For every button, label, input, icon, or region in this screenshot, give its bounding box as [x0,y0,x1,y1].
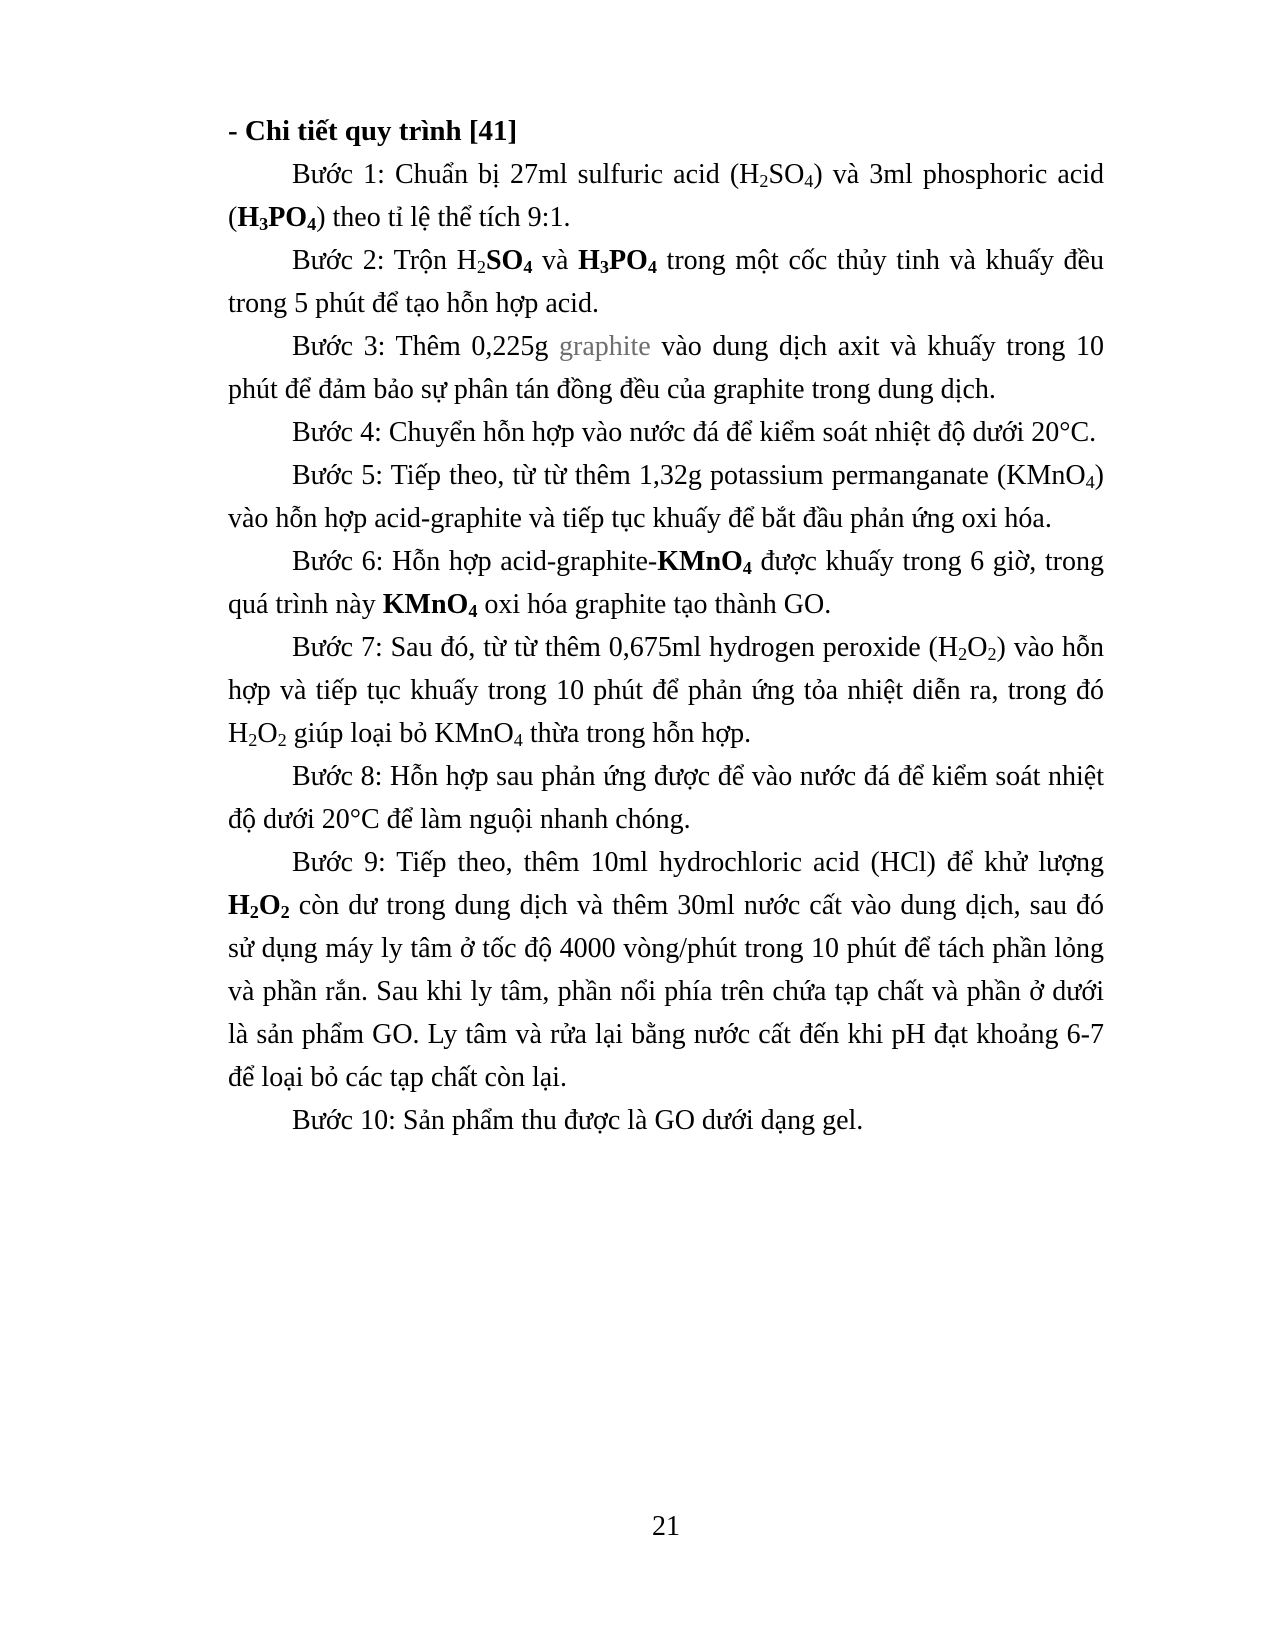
text-segment: oxi hóa graphite tạo thành GO. [477,589,832,620]
paragraph-step-7 [228,626,1104,755]
paragraph-step-3 [228,325,1104,411]
text-segment: KMnO [382,589,469,620]
text-segment: trong một cốc thủy tinh và khuấy đều trong 5 phút để tạo hỗn hợp acid. [228,245,1104,319]
text-segment: 2 [759,171,769,191]
text-segment: thừa trong hỗn hợp. [522,718,752,749]
text-segment: ) và 3ml phosphoric acid ( [228,159,1104,233]
text-segment: Bước 9: Tiếp theo, thêm 10ml hydrochloric acid (HCl) để khử lượng [292,847,1104,878]
text-segment: 4 [647,257,657,277]
paragraph-step-9 [228,841,1104,1099]
text-segment: giúp loại bỏ KMnO [286,718,514,749]
section-heading: - Chi tiết quy trình [41] [228,115,518,147]
text-segment: ) theo tỉ lệ thể tích 9:1. [316,202,571,233]
text-segment: 2 [277,730,287,750]
text-segment: O [967,632,988,663]
text-segment: 4 [523,257,533,277]
page-number: 21 [652,1511,680,1542]
text-segment: Bước 4: Chuyển hỗn hợp vào nước đá để kiểm soát nhiệt độ dưới 20°C. [292,417,1097,448]
text-segment: 4 [742,558,752,578]
text-segment: 4 [1085,472,1095,492]
text-segment: 4 [804,171,814,191]
text-segment: PO [268,202,308,233]
text-segment: H [578,245,600,276]
text-segment: vào dung dịch axit và khuấy trong 10 phút để đảm bảo sự phân tán đồng đều của graphite trong dung dịch. [228,331,1104,405]
paragraph-step-4 [228,411,1104,454]
text-segment: 4 [468,601,478,621]
text-segment: 2 [987,644,997,664]
text-segment: H [237,202,260,233]
text-segment: H [228,890,250,921]
text-segment: 3 [599,257,609,277]
text-segment: KMnO [657,546,743,577]
text-segment: graphite [559,331,651,362]
text-segment: 2 [248,730,258,750]
text-segment: Bước 3: Thêm 0,225g [292,331,559,362]
text-segment: O [258,890,281,921]
text-segment: Bước 8: Hỗn hợp sau phản ứng được để vào nước đá để kiểm soát nhiệt độ dưới 20°C để làm nguội nhanh chóng. [228,761,1104,835]
text-segment: ) vào hỗn hợp acid-graphite và tiếp tục khuấy để bắt đầu phản ứng oxi hóa. [228,460,1104,534]
paragraph-step-1 [228,153,1104,239]
text-segment: Bước 2: Trộn H [292,245,477,276]
text-segment: SO [768,159,805,190]
text-segment: 2 [249,902,259,922]
text-segment: Bước 10: Sản phẩm thu được là GO dưới dạng gel. [292,1105,864,1136]
text-segment: còn dư trong dung dịch và thêm 30ml nước cất vào dung dịch, sau đó sử dụng máy ly tâm ở tốc độ 4000 vòng/phút trong 10 phút để tách phần lỏng và phần rắn. Sau khi ly tâm, phần nổi phía trên chứa tạp chất và phần ở dưới là sản phẩm GO. Ly tâm và rửa lại bằng nước cất đến khi pH đạt khoảng 6-7 để loại bỏ các tạp chất còn lại. [228,890,1104,1093]
text-segment: 3 [259,214,269,234]
text-segment: và [532,245,579,276]
paragraph-step-10 [228,1099,1104,1142]
text-segment: SO [485,245,524,276]
document-body [228,153,1104,1142]
paragraph-step-6 [228,540,1104,626]
paragraph-step-2 [228,239,1104,325]
text-segment: 2 [280,902,290,922]
paragraph-step-8 [228,755,1104,841]
text-segment: Bước 5: Tiếp theo, từ từ thêm 1,32g potassium permanganate (KMnO [292,460,1086,491]
text-segment: 2 [476,257,486,277]
text-segment: Bước 7: Sau đó, từ từ thêm 0,675ml hydrogen peroxide (H [292,632,959,663]
text-segment: O [257,718,278,749]
text-segment: Bước 6: Hỗn hợp acid-graphite- [292,546,658,577]
text-segment: 4 [307,214,317,234]
text-segment: 2 [958,644,968,664]
text-segment: ) vào hỗn hợp và tiếp tục khuấy trong 10 phút để phản ứng tỏa nhiệt diễn ra, trong đó H [228,632,1104,749]
text-segment: Bước 1: Chuẩn bị 27ml sulfuric acid (H [292,159,760,190]
paragraph-step-5 [228,454,1104,540]
text-segment: 4 [513,730,523,750]
document-content [228,110,1104,1142]
text-segment: được khuấy trong 6 giờ, trong quá trình này [228,546,1104,620]
text-segment: PO [608,245,648,276]
